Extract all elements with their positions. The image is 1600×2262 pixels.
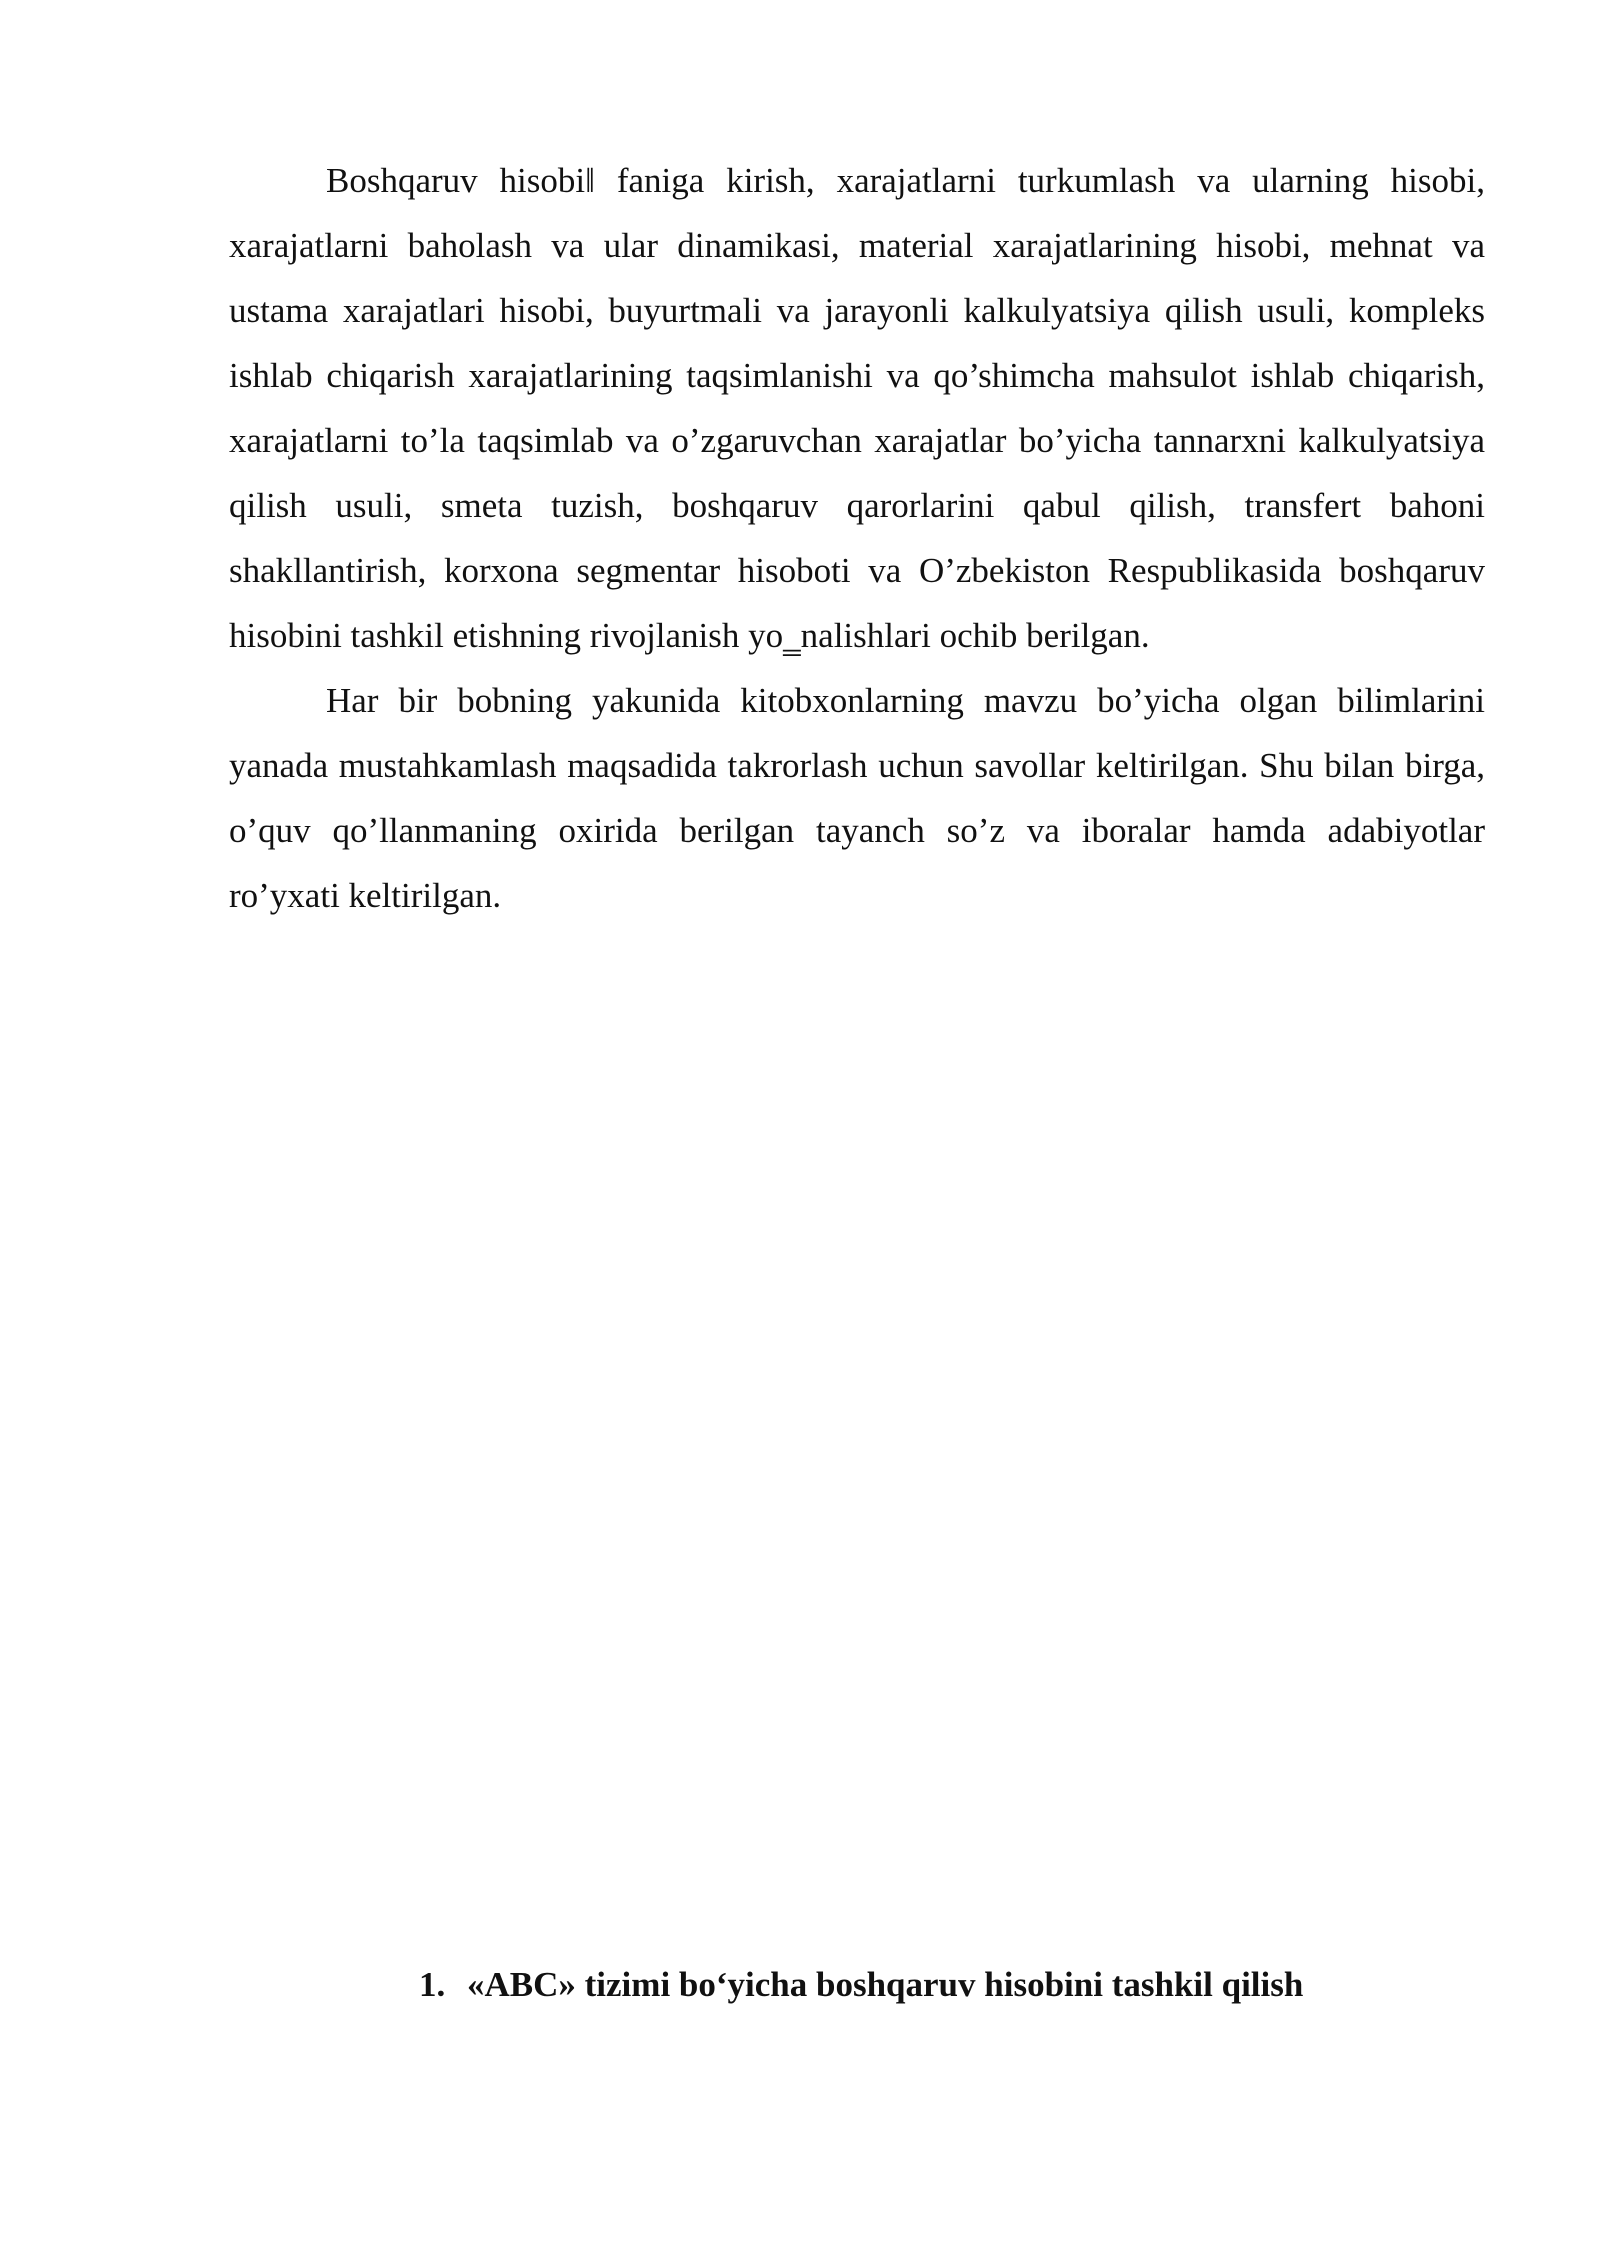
section-heading <box>419 1962 1519 2007</box>
section-title: «ABC» tizimi bo‘yicha boshqaruv hisobini tashkil qilish <box>467 1965 1304 2004</box>
body-text <box>229 148 1485 928</box>
section-number: 1. <box>419 1965 446 2004</box>
paragraph-1: Boshqaruv hisobi‖ faniga kirish, xarajatlarni turkumlash va ularning hisobi, xarajatlarni baholash va ular dinamikasi, material xarajatlarining hisobi, mehnat va ustama xarajatlari hisobi, buyurtmali va jarayonli kalkulyatsiya qilish usuli, kompleks ishlab chiqarish xarajatlarining taqsimlanishi va qo’shimcha mahsulot ishlab chiqarish, xarajatlarni to’la taqsimlab va o’zgaruvchan xarajatlar bo’yicha tannarxni kalkulyatsiya qilish usuli, smeta tuzish, boshqaruv qarorlarini qabul qilish, transfert bahoni shakllantirish, korxona segmentar hisoboti va O’zbekiston Respublikasida boshqaruv hisobini tashkil etishning rivojlanish yo‗nalishlari ochib berilgan. <box>229 161 1485 655</box>
paragraph-2: Har bir bobning yakunida kitobxonlarning mavzu bo’yicha olgan bilimlarini yanada mustahkamlash maqsadida takrorlash uchun savollar keltirilgan. Shu bilan birga, o’quv qo’llanmaning oxirida berilgan tayanch so’z va iboralar hamda adabiyotlar ro’yxati keltirilgan. <box>229 681 1485 915</box>
